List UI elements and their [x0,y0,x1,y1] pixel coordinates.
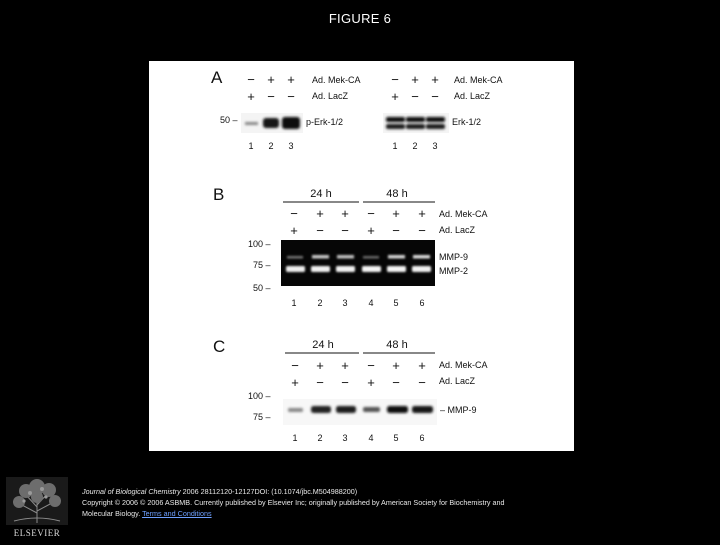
panel-c-lacz-sign: + [291,375,299,390]
panel-b-lacz-sign: + [290,223,298,238]
panel-b-band-mmp9: MMP-9 [439,252,468,262]
panel-c-band-lane2 [311,406,331,413]
panel-b-mmp2-band-lane3 [336,266,355,272]
panel-b-mmp2-band-lane6 [412,266,431,272]
panel-b-mmp9-band-lane2 [312,255,329,259]
panel-c-lacz-sign: + [367,375,375,390]
panel-c-band-lane5 [387,406,408,413]
panel-b-zymogram [281,240,435,286]
panel-c-marker-100: 100 – [248,391,271,401]
panel-a-left-band-lane1 [245,122,258,125]
panel-b-lacz-sign: − [316,223,324,238]
panel-b-mmp2-band-lane1 [286,266,305,272]
panel-c-band-lane3 [336,406,356,413]
panel-a-marker-50: 50 – [220,115,238,125]
panel-b-mek-sign: − [367,206,375,221]
elsevier-tree-icon [4,475,70,540]
panel-a-right-lane: 1 [392,141,398,151]
panel-c-lane: 1 [292,433,298,443]
citation-journal: Journal of Biological Chemistry [82,487,181,496]
panel-c-lacz-sign: − [392,375,400,390]
panel-a-right-band-upper [426,117,445,122]
panel-b-lane: 1 [291,298,297,308]
panel-c-band-lane1 [288,408,303,412]
panel-a-right-mek-sign: + [431,72,439,87]
panel-a-right-lacz-sign: + [391,89,399,104]
panel-a-left-lacz-sign: + [247,89,255,104]
panel-c-band-mmp9: – MMP-9 [440,405,477,415]
panel-c-time-24h: 24 h [312,339,334,351]
panel-b-mek-sign: − [290,206,298,221]
panel-b-marker-50: 50 – [253,283,271,293]
panel-a-right-band-lower [386,124,405,129]
panel-b-marker-100: 100 – [248,239,271,249]
citation-details: 2006 28112120-12127DOI: (10.1074/jbc.M504988200) [180,487,358,496]
panel-c-lacz-sign: − [418,375,426,390]
panel-b-lane: 2 [317,298,323,308]
panel-b-marker-75: 75 – [253,260,271,270]
panel-b-label: B [213,185,225,204]
panel-b-time-24h: 24 h [310,188,332,200]
panel-c-time-48h: 48 h [386,339,408,351]
panel-b-mmp9-band-lane6 [413,255,430,259]
panel-b-lacz-sign: − [341,223,349,238]
slide-title: FIGURE 6 [328,11,392,26]
panel-c-lane: 6 [419,433,425,443]
panel-b-lacz-sign: − [392,223,400,238]
panel-b-mmp9-band-lane4 [363,256,379,259]
panel-a-left-lacz-sign: − [267,89,275,104]
panel-a-left-mek-sign: − [247,72,255,87]
panel-c-mek-label: Ad. Mek-CA [439,360,488,370]
panel-b-band-mmp2: MMP-2 [439,266,468,276]
panel-c-mek-sign: + [392,358,400,373]
figure-svg [149,61,574,451]
panel-c-lane: 2 [317,433,323,443]
panel-a-left-lane: 2 [268,141,274,151]
panel-a-right-lane: 3 [432,141,438,151]
panel-b-mmp2-band-lane5 [387,266,406,272]
panel-b-mmp9-band-lane3 [337,255,354,259]
panel-b-mek-sign: + [392,206,400,221]
panel-b-mmp2-band-lane2 [311,266,330,272]
panel-c-mek-sign: − [367,358,375,373]
panel-b-lane: 4 [368,298,374,308]
panel-b-mek-sign: + [316,206,324,221]
panel-b-mmp9-band-lane5 [388,255,405,259]
panel-c-mek-sign: + [418,358,426,373]
panel-a-right-mek-label: Ad. Mek-CA [454,75,503,85]
panel-c-lane: 5 [393,433,399,443]
panel-c-lacz-sign: − [341,375,349,390]
elsevier-wordmark: ELSEVIER [13,528,61,538]
panel-a-left-mek-label: Ad. Mek-CA [312,75,361,85]
panel-b-mek-sign: + [418,206,426,221]
panel-a-right-band-upper [406,117,425,122]
panel-a-left-mek-sign: + [267,72,275,87]
figure-panel [149,61,574,451]
panel-b-mmp2-band-lane4 [362,266,381,272]
panel-c-lane: 3 [342,433,348,443]
panel-a-right-blot [383,113,449,133]
panel-b-lane: 3 [342,298,348,308]
panel-a-right-lacz-label: Ad. LacZ [454,91,491,101]
panel-c-label: C [213,337,226,356]
panel-b-mek-sign: + [341,206,349,221]
panel-a-band-erk: Erk-1/2 [452,117,482,127]
panel-c-lacz-label: Ad. LacZ [439,376,476,386]
panel-a-right-lacz-sign: − [431,89,439,104]
panel-c-marker-75: 75 – [253,412,271,422]
panel-a-left-lane: 3 [288,141,294,151]
panel-a-left-lane: 1 [248,141,254,151]
panel-a-left-band-lane2 [263,118,279,128]
panel-a-band-perk: p-Erk-1/2 [306,117,344,127]
panel-b-lacz-sign: + [367,223,375,238]
panel-c-lane: 4 [368,433,374,443]
citation-copyright: Copyright © 2006 © 2006 ASBMB. Currently published by Elsevier Inc; originally published by American Society for Biochemistry and Molecular Biology. [82,498,505,518]
panel-c-mek-sign: − [291,358,299,373]
panel-a-right-mek-sign: − [391,72,399,87]
panel-b-lacz-label: Ad. LacZ [439,225,476,235]
panel-a-right-mek-sign: + [411,72,419,87]
panel-b-lane: 6 [419,298,425,308]
panel-c-mek-sign: + [341,358,349,373]
panel-b-lane: 5 [393,298,399,308]
panel-a-right-lane: 2 [412,141,418,151]
panel-a-right-band-lower [426,124,445,129]
citation-block [82,486,522,519]
panel-a-right-band-upper [386,117,405,122]
panel-a-left-band-lane3 [282,117,300,129]
panel-a-left-lacz-sign: − [287,89,295,104]
panel-c-band-lane6 [412,406,433,413]
panel-c-band-lane4 [363,407,380,412]
panel-b-lacz-sign: − [418,223,426,238]
elsevier-logo [4,475,70,540]
panel-a-right-lacz-sign: − [411,89,419,104]
panel-c-lacz-sign: − [316,375,324,390]
terms-and-conditions-link[interactable]: Terms and Conditions [142,509,212,518]
panel-a-right-band-lower [406,124,425,129]
panel-b-time-48h: 48 h [386,188,408,200]
panel-b-mmp9-band-lane1 [287,256,303,259]
panel-a-left-lacz-label: Ad. LacZ [312,91,349,101]
panel-a-label: A [211,68,223,87]
panel-c-mek-sign: + [316,358,324,373]
panel-b-mek-label: Ad. Mek-CA [439,209,488,219]
panel-a-left-mek-sign: + [287,72,295,87]
